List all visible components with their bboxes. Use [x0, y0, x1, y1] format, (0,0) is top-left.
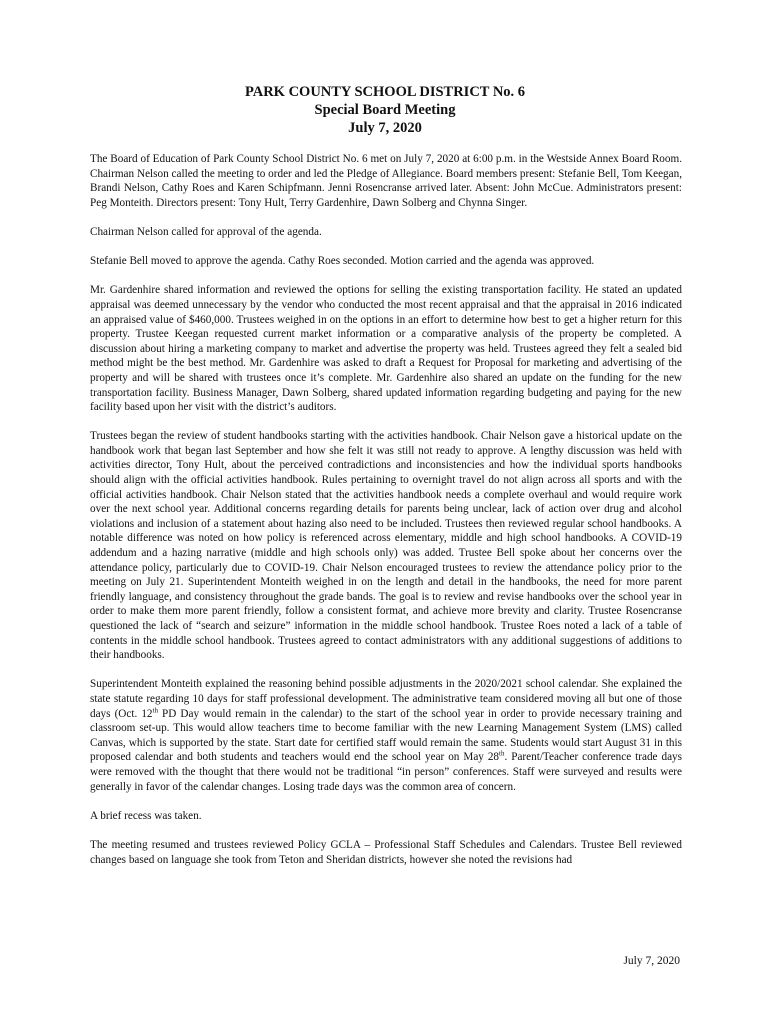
paragraph-transportation-facility: Mr. Gardenhire shared information and reviewed the options for selling the existing transportation facility. He stated an updated appraisal was deemed unnecessary by the vendor who conducted the most recent appraisal and that the appraisal in 2016 indicated an appraised value of $460,000. Trustees weighed in on the options in an effort to determine how best to get a higher return for this property. Trustee Keegan requested current market information or a comparative analysis of the property be completed. A discussion about hiring a marketing company to market and advertise the property was held. Trustees agreed they felt a sealed bid method might be the best method. Mr. Gardenhire was asked to draft a Request for Proposal for marketing and advertising of the property and will be shared with trustees once it’s complete. Mr. Gardenhire also shared an update on the funding for the new transportation facility. Business Manager, Dawn Solberg, shared updated information regarding budgeting and paying for the new facility based upon her visit with the district’s auditors. [90, 284, 682, 414]
paragraph-agenda-call: Chairman Nelson called for approval of the agenda. [90, 225, 322, 238]
ordinal-suffix: th [499, 749, 505, 758]
paragraph-agenda-approval: Stefanie Bell moved to approve the agenda. Cathy Roes seconded. Motion carried and the agenda was approved. [90, 255, 595, 268]
calendar-text-3: . Parent/Teacher conference trade days were removed with the thought that there would not be traditional “in person” conferences. Staff were surveyed and results were generally in favor of the calendar changes. Losing trade days was the common area of concern. [90, 751, 682, 793]
paragraph-policy-review: The meeting resumed and trustees reviewed Policy GCLA – Professional Staff Schedules and Calendars. Trustee Bell reviewed changes based on language she took from Teton and Sheridan districts, however she noted the revisions had [90, 838, 682, 866]
footer-date: July 7, 2020 [623, 955, 680, 967]
paragraph-attendance: The Board of Education of Park County School District No. 6 met on July 7, 2020 at 6:00 p.m. in the Westside Annex Board Room. Chairman Nelson called the meeting to order and led the Pledge of Allegiance. Board members present: Stefanie Bell, Tom Keegan, Brandi Nelson, Cathy Roes and Karen Schipfmann. Jenni Rosencranse arrived later. Absent: John McCue. Administrators present: Peg Monteith. Directors present: Tony Hult, Terry Gardenhire, Dawn Solberg and Chynna Singer. [90, 153, 682, 209]
meeting-type: Special Board Meeting [314, 102, 456, 118]
calendar-text-1: Superintendent Monteith explained the reasoning behind possible adjustments in the 2020/2021 school calendar. She explained the state statute regarding 10 days for staff professional development. The administrative team considered moving all but one of those days (Oct. 12 [90, 678, 682, 720]
document-header [0, 83, 770, 137]
paragraph-school-calendar [90, 677, 682, 794]
paragraph-recess: A brief recess was taken. [90, 809, 202, 822]
document-body [90, 152, 682, 882]
district-title: PARK COUNTY SCHOOL DISTRICT No. 6 [244, 84, 526, 100]
paragraph-student-handbooks: Trustees began the review of student handbooks starting with the activities handbook. Chair Nelson gave a historical update on the handbook work that began last September and how she felt it was still not ready to approve. A lengthy discussion was held with activities director, Tony Hult, about the perceived contradictions and inconsistencies and how the individual sports handbooks should align with the official activities handbook. Rules pertaining to overnight travel do not align across all sports and with the official activities handbook. Chair Nelson stated that the activities handbook needs a complete overhaul and would require work over the next school year. Additional concerns regarding details for parents being unclear, lack of action over drug and alcohol violations and inclusion of a statement about hazing also need to be included. Trustees then reviewed regular school handbooks. A notable difference was noted on how policy is referenced across elementary, middle and high school handbooks. A COVID-19 addendum and a hazing narrative (middle and high schools only) was added. Trustee Bell spoke about her concerns over the attendance policy, particularly due to COVID-19. Chair Nelson encouraged trustees to review the attendance policy prior to the meeting on July 21. Superintendent Monteith weighed in on the length and detail in the handbooks, the need for more parent friendly language, and consistency throughout the grade bands. The goal is to review and revise handbooks over the school year in order to make them more parent friendly, follow a consistent format, and achieve more brevity and clarity. Trustee Rosencranse questioned the lack of “search and seizure” information in the middle school handbook. Trustee Roes noted a lack of a table of contents in the middle school handbook. Trustees agreed to contact administrators with any additional suggestions of additions to their handbooks. [90, 430, 682, 662]
meeting-date: July 7, 2020 [348, 120, 422, 136]
calendar-text-2: PD Day would remain in the calendar) to the start of the school year in order to provide necessary training and classroom set-up. This would allow teachers time to become familiar with the new Learning Management System (LMS) called Canvas, which is supported by the state. Start date for certified staff would remain the same. Students would start August 31 in this proposed calendar and both students and teachers would end the school year on May 28 [90, 707, 683, 764]
ordinal-suffix: th [152, 705, 158, 714]
